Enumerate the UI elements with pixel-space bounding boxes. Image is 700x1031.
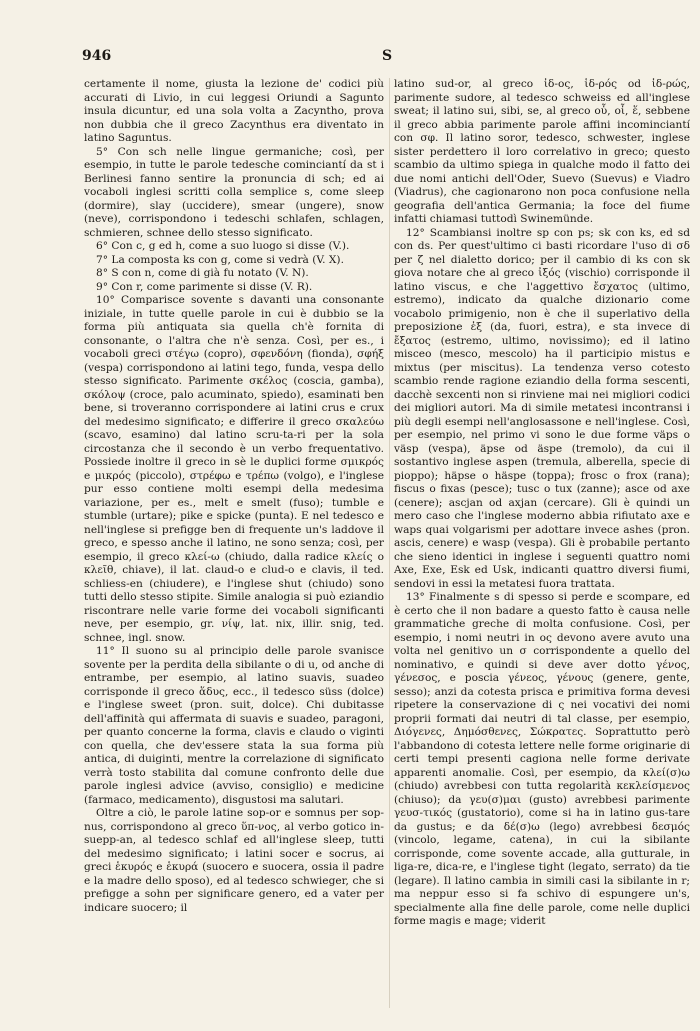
paragraph: 6° Con c, g ed h, come a suo luogo si disse (V.). <box>96 240 350 252</box>
section-letter: S <box>382 48 393 64</box>
paragraph: 10° Comparisce sovente s davanti una consonante iniziale, in tutte quelle parole in cui è dubbio se la forma più antiquata sia quella ch'è fornita di consonante, o l'altra che n'è senza. Così, per es., i vocaboli greci στέγω (copro), σφενδόνη (fionda), σφήξ (vespa) corrispondono ai latini tego, funda, vespa dello stesso significato. Parimente σκέλος (coscia, gamba), σκόλοψ (croce, palo acuminato, spiedo), esaminati ben bene, si troveranno corrispondere ai latini crus e crux del medesimo significato; e differire il greco σκαλεύω (scavo, esamino) dal latino scru-ta-ri per la sola circostanza che il secondo è un verbo frequentativo. Possiede inoltre il greco in sè le duplici forme σμικρός e μικρός (piccolo), στρέφω e τρέπω (volgo), e l'inglese pur esso contiene molti esempi della medesima variazione, per es., melt e smelt (fuso); tumble e stumble (urtare); pike e spicke (punta). E nel tedesco e nell'inglese si prefigge ben di frequente un's laddove il greco, e spesso anche il latino, ne sono senza; così, per esempio, il greco κλεί-ω (chiudo, dalla radice κλείς o κλεῖθ, chiave), il lat. claud-o e clud-o e clavis, il ted. schliess-en (chiudere), e l'inglese shut (chiudo) sono tutti dello stesso stipite. Simile analogia si può eziandio riscontrare nelle varie forme dei vocaboli significanti neve, per esempio, gr. νίψ, lat. nix, illir. snig, ted. schnee, ingl. snow. <box>84 294 384 644</box>
paragraph: Oltre a ciò, le parole latine sop-or e somnus per sop-nus, corrispondono al greco ὕπ-νος, al verbo gotico in-suepp-an, al tedesco schlaf ed all'inglese sleep, tutti del medesimo significato; i latini socer e socrus, ai greci ἑκυρός e ἑκυρά (suocero e suocera, ossia il padre e la madre dello sposo), ed al tedesco schwieger, che si prefigge a sohn per significare genero, ed a vater per indicare suocero; il <box>84 807 384 914</box>
paragraph: latino sud-or, al greco ἰδ-ος, ἱδ-ρός od ἱδ-ρώς, parimente sudore, al tedesco schweiss ed all'inglese sweat; il latino sui, sibi, se, al greco οὗ, οἷ, ἕ, sebbene il greco abbia parimente parole affini incominciantí con σφ. Il latino soror, tedesco, schwester, inglese sister perdettero il loro correlativo in greco; questo scambio da ultimo spiega in qualche modo il fatto dei due nomi antichi dell'Oder, Suevo (Suevus) e Viadro (Viadrus), che cagionarono non poca confusione nella geografia dell'antica Germania; la foce del fiume infatti chiamasi tuttodì Swinemünde. <box>394 78 690 225</box>
page-number: 946 <box>82 48 112 64</box>
paragraph: certamente il nome, giusta la lezione de' codici più accurati di Livio, in cui leggesi Oriundi a Sagunto insula dicuntur, ed una sola volta a Zacyntho, prova non dubbia che il greco Zacynthus era diventato in latino Saguntus. <box>84 78 384 144</box>
paragraph: 13° Finalmente s di spesso si perde e scompare, ed è certo che il non badare a questo fatto è causa nelle grammatiche greche di molta confusione. Così, per esempio, i nomi neutri in ος devono avere avuto una volta nel genitivo un σ corrispondente a quello del nominativo, e quindi si deve aver dotto γένος, γένεσος, e poscia γένεος, γένους (genere, gente, sesso); anzi da cotesta prisca e primitiva forma devesi ripetere la conservazione di ς nei vocativi dei nomi proprii formati dai neutri di tal classe, per esempio, Διόγενες, Δημόσθενες, Σώκρατες. Soprattutto però l'abbandono di cotesta lettere nelle forme originarie di certi tempi presenti cagiona nelle forme derivate apparenti anomalie. Così, per esempio, da κλεί(σ)ω (chiudo) avrebbesi con tutta regolarità κεκλείσμενος (chiuso); da γευ(σ)μαι (gusto) avrebbesi parimente γευσ-τικός (gustatorio), come si ha in latino gus-tare da gustus; e da δέ(σ)ω (lego) avrebbesi δεσμός (vincolo, legame, catena), in cui la sibilante corrisponde, come sovente accade, alla gutturale, in liga-re, dica-re, e l'inglese tight (legato, serrato) da tie (legare). Il latino cambia in simili casi la sibilante in r; ma neppur esso si fa schivo di espungere un's, specialmente alla fine delle parole, come nelle duplici forme magis e mage; viderit <box>394 591 690 927</box>
left-column <box>84 78 384 1008</box>
paragraph: 7° La composta ks con g, come si vedrà (V. X). <box>96 253 344 266</box>
page-header <box>82 48 686 68</box>
right-column <box>394 78 690 1008</box>
paragraph: 8° S con n, come di già fu notato (V. N). <box>96 267 309 279</box>
paragraph: 9° Con r, come parimente si disse (V. R). <box>96 280 313 293</box>
paragraph: 5° Con sch nelle lingue germaniche; così, per esempio, in tutte le parole tedesche cominciantí da st i Berlinesi fanno sentire la pronuncia di sch; ed ai vocaboli inglesi scritti colla semplice s, come sleep (dormire), slay (uccidere), smear (ungere), snow (neve), corrispondono i tedeschi schlafen, schlagen, schmieren, schnee dello stesso significato. <box>84 145 384 239</box>
column-divider <box>389 78 390 1008</box>
paragraph: 11° Il suono su al principio delle parole svanisce sovente per la perdita della sibilante o di u, od anche di entrambe, per esempio, al latino suavis, suadeo corrisponde il greco ἅδυς, ecc., il tedesco süss (dolce) e l'inglese sweet (pron. suit, dolce). Chi dubitasse dell'affinità qui affermata di suavis e suadeo, paragoni, per quanto concerne la forma, clavis e claudo o viginti con quella, che dev'essere stata la sua forma più antica, di duiginti, mentre la correlazione di significato verrà tosto stabilita dal comune confronto delle due parole inglesi advice (avviso, consiglio) e medicine (farmaco, medicamento), disgustosi ma salutari. <box>84 645 384 806</box>
paragraph: 12° Scambiansi inoltre sp con ps; sk con ks, ed sd con ds. Per quest'ultimo ci basti ricordare l'uso di σδ per ζ nel dialetto dorico; per il cambio di ks con sk giova notare che al greco ἰξός (vischio) corrisponde il latino viscus, e che l'aggettivo ἔσχατος (ultimo, estremo), indicato da qualche dizionario come vocabolo primigenio, non è che il superlativo della preposizione ἐξ (da, fuori, estra), e sta invece di ἔξατος (estremo, ultimo, novissimo); ed il latino misceo (mesco, mescolo) ha il participio mistus e mixtus (per miscitus). La tendenza verso cotesto scambio rende ragione eziandio della forma sescenti, dacchè sexcenti non si rinviene mai nei migliori codici dei migliori autori. Ma di simile metatesi incontransi i più degli esempi nell'anglosassone e nell'inglese. Così, per esempio, nel primo vi sono le due forme väps o väsp (vespa), äpse od äspe (tremolo), da cui il sostantivo inglese aspen (tremula, alberella, specie di pioppo); häpse o häspe (toppa); frosc o frox (rana); fiscus o fixas (pesce); tusc o tux (zanne); asce od axe (cenere); ascjan od axjan (cercare). Gli è quindi un mero caso che l'inglese moderno abbia rifiutato axe e waps quai volgarismi per adottare invece ashes (pron. ascis, cenere) e wasp (vespa). Gli è probabile pertanto che sieno identici in inglese i seguenti quattro nomi Axe, Exe, Esk ed Usk, indicanti quattro diversi fiumi, sendovi in essi la metatesi fuora trattata. <box>394 226 690 590</box>
